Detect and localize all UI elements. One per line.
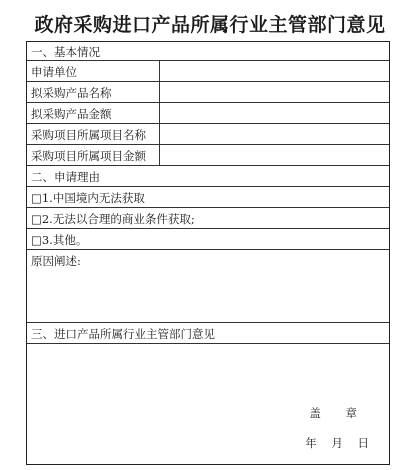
product-amount-value-cell[interactable] bbox=[160, 103, 389, 123]
field-row-product-amount bbox=[27, 103, 389, 124]
field-label: 拟采购产品金额 bbox=[31, 107, 112, 121]
field-label: 采购项目所属项目名称 bbox=[31, 128, 146, 142]
reason-option-row[interactable] bbox=[27, 229, 389, 250]
section-opinion-header bbox=[27, 323, 389, 344]
section-reason-header bbox=[27, 166, 389, 187]
reason-option-checkbox-1[interactable]: □1.中国境内无法获取 bbox=[31, 191, 145, 205]
field-label: 申请单位 bbox=[31, 65, 77, 79]
field-row-project-amount bbox=[27, 145, 389, 166]
section-reason-title: 二、申请理由 bbox=[31, 170, 100, 184]
product-name-value-cell[interactable] bbox=[160, 82, 389, 102]
date-label: 年 月 日 bbox=[305, 436, 369, 450]
section-basic-title: 一、基本情况 bbox=[31, 45, 100, 59]
applicant-value-cell[interactable] bbox=[160, 61, 389, 81]
field-row-product-name bbox=[27, 82, 389, 103]
section-basic-header bbox=[27, 42, 389, 61]
field-label: 拟采购产品名称 bbox=[31, 86, 112, 100]
reason-detail-area[interactable] bbox=[27, 250, 389, 323]
field-row-project-name bbox=[27, 124, 389, 145]
reason-option-row[interactable] bbox=[27, 187, 389, 208]
field-label: 采购项目所属项目金额 bbox=[31, 149, 146, 163]
reason-option-checkbox-3[interactable]: □3.其他。 bbox=[31, 233, 88, 247]
project-name-value-cell[interactable] bbox=[160, 124, 389, 144]
application-form bbox=[26, 41, 390, 465]
reason-option-checkbox-2[interactable]: □2.无法以合理的商业条件获取; bbox=[31, 212, 195, 226]
section-opinion-title: 三、进口产品所属行业主管部门意见 bbox=[31, 327, 215, 341]
form-title: 政府采购进口产品所属行业主管部门意见 bbox=[34, 14, 386, 36]
reason-option-row[interactable] bbox=[27, 208, 389, 229]
field-row-applicant bbox=[27, 61, 389, 82]
seal-label: 盖 章 bbox=[309, 406, 359, 420]
reason-detail-label: 原因阐述: bbox=[31, 254, 81, 268]
project-amount-value-cell[interactable] bbox=[160, 145, 389, 165]
